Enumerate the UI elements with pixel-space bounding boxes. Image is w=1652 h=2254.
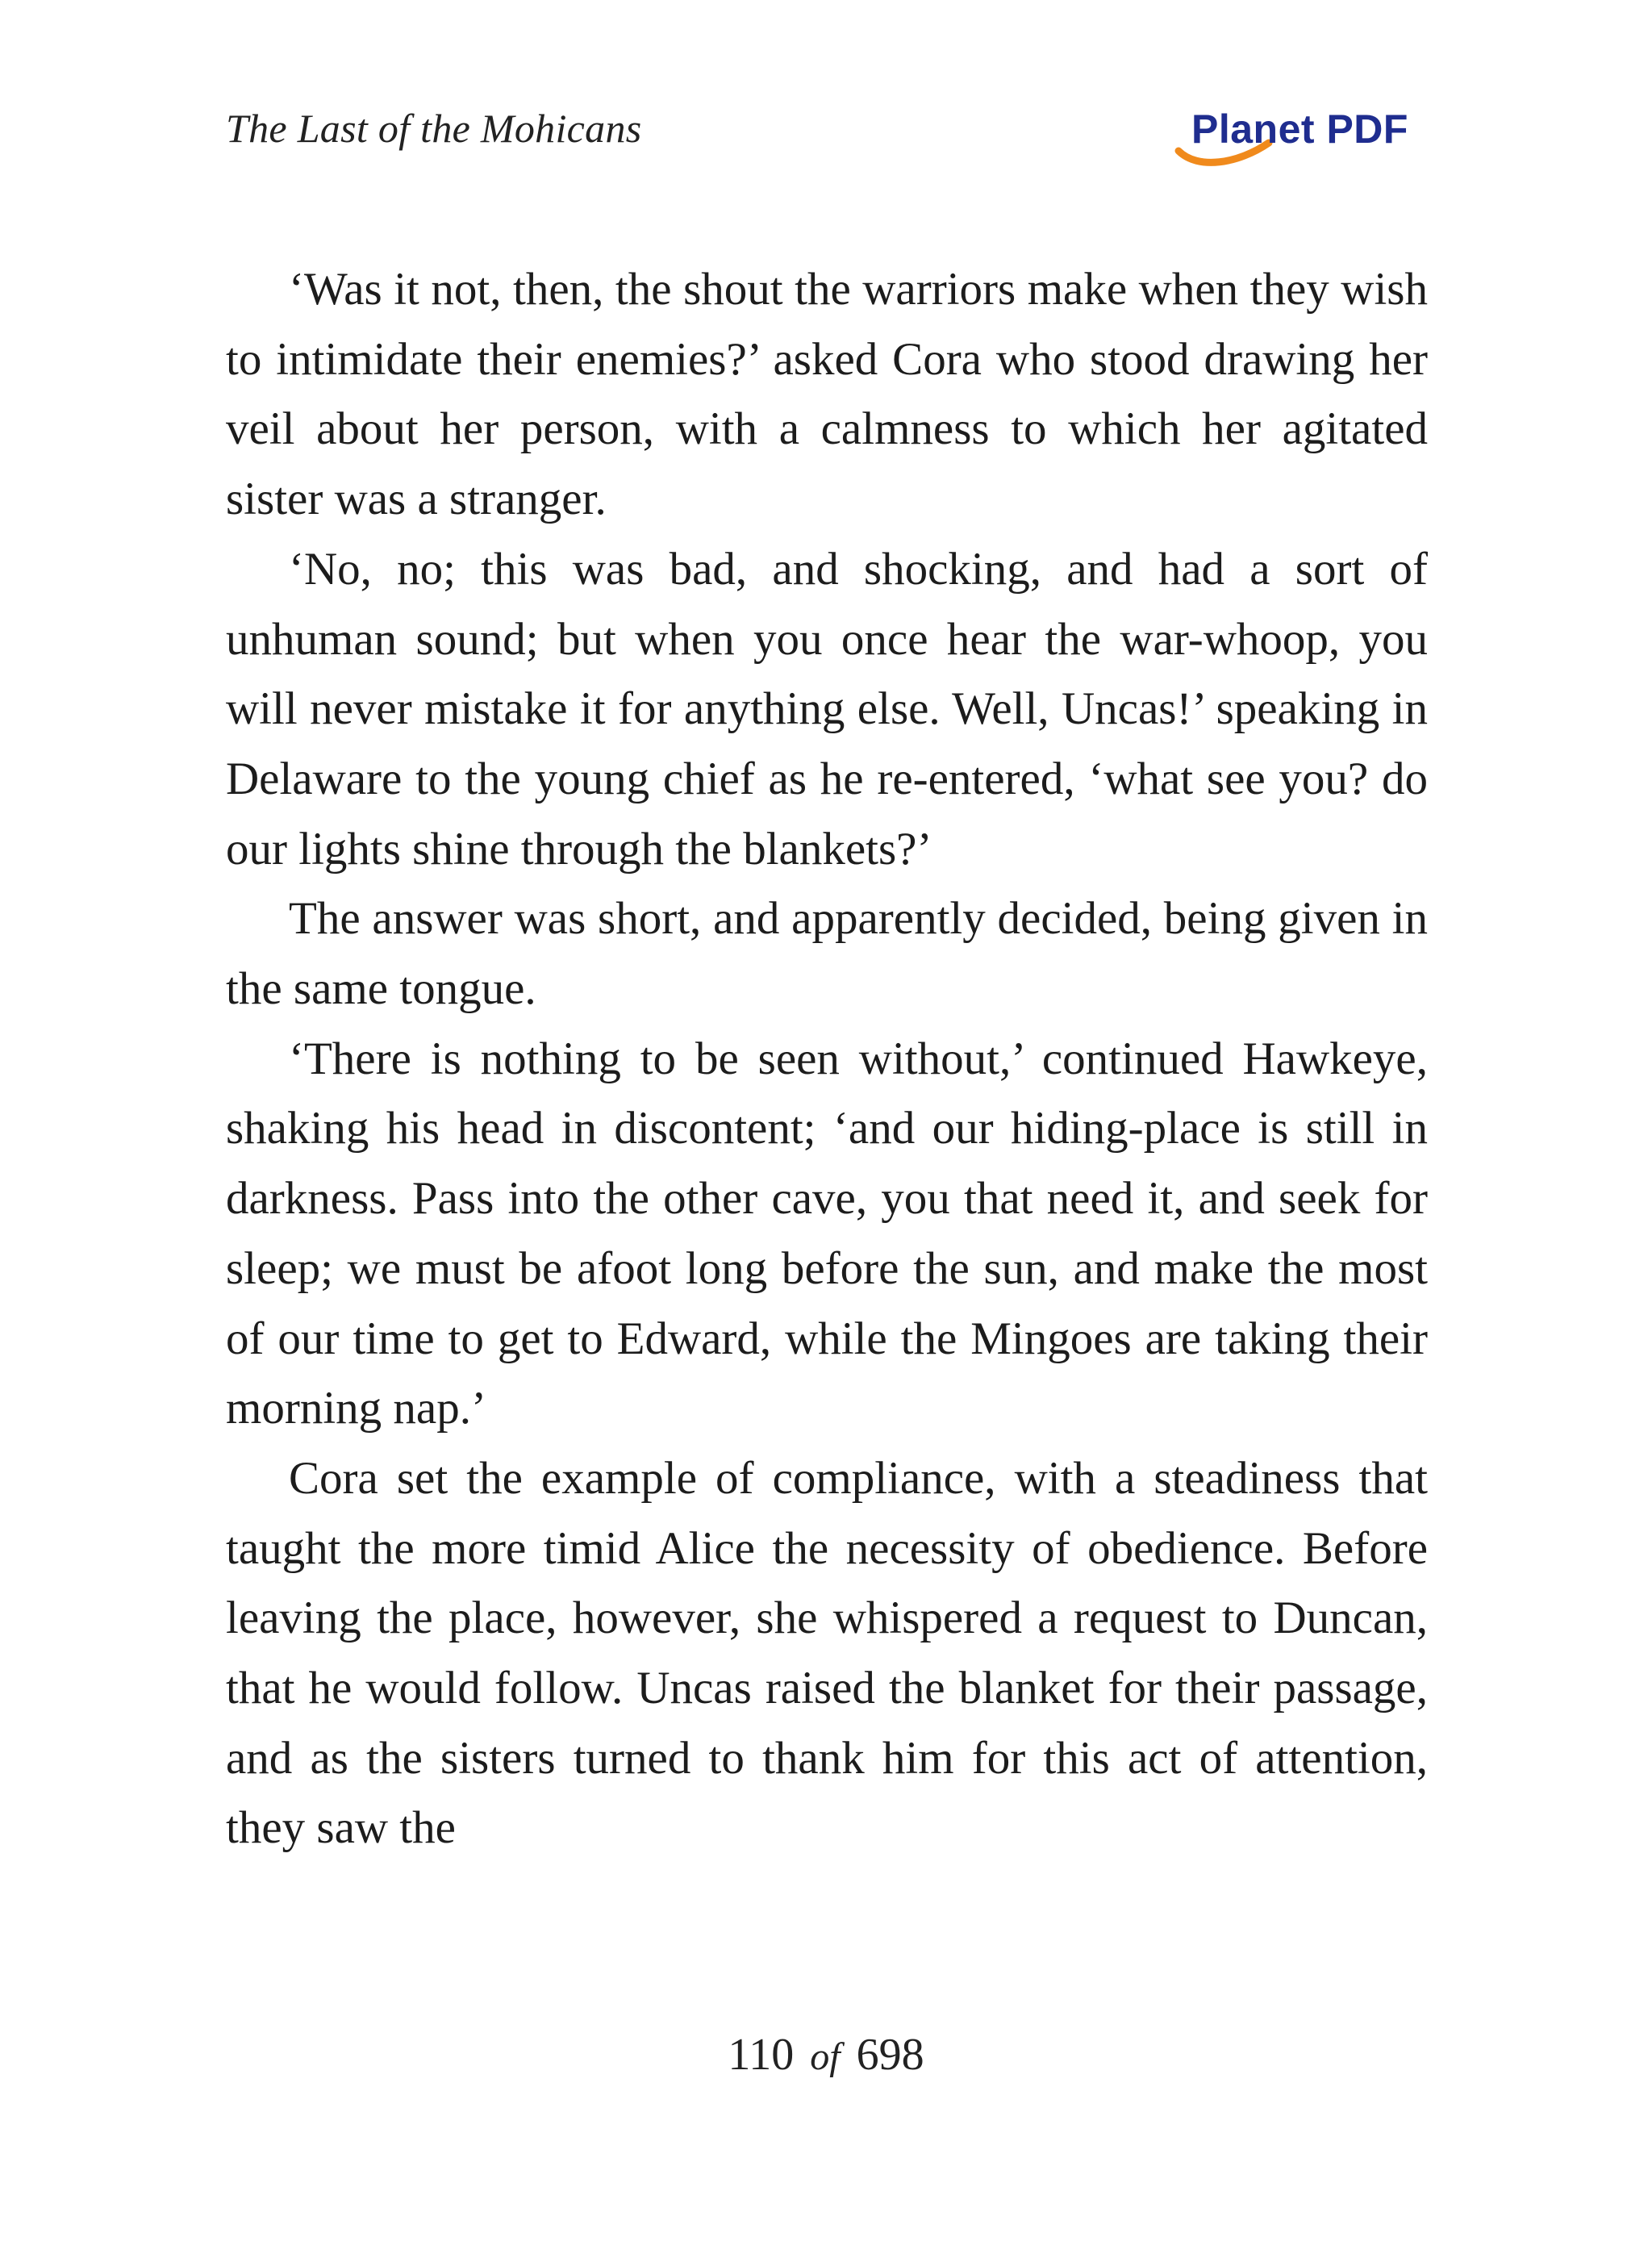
page-number [0, 2029, 1652, 2081]
total-pages: 698 [856, 2030, 924, 2080]
current-page: 110 [728, 2030, 795, 2080]
paragraph: Cora set the example of compliance, with a steadiness that taught the more timid Alice the necessity of obedience. Before leaving the place, however, she whispered a request to Duncan, that he would follow. Uncas raised the blanket for their passage, and as the sisters turned to thank him for this act of attention, they saw the [226, 1452, 1428, 1854]
page-of-label: of [810, 2035, 841, 2078]
planet-pdf-logo[interactable] [1174, 101, 1432, 173]
body-text [226, 255, 1428, 1864]
running-title: The Last of the Mohicans [226, 106, 642, 151]
logo-text: Planet PDF [1191, 106, 1408, 152]
paragraph: ‘Was it not, then, the shout the warriors make when they wish to intimidate their enemies?’ asked Cora who stood drawing her veil about her person, with a calmness to which her agitated sister was a stranger. [226, 264, 1428, 525]
paragraph: The answer was short, and apparently decided, being given in the same tongue. [226, 893, 1428, 1015]
paragraph: ‘There is nothing to be seen without,’ continued Hawkeye, shaking his head in discontent; ‘and our hiding-place is still in darkness. Pass into the other cave, you that need it, and seek for sleep; we must be afoot long before the sun, and make the most of our time to get to Edward, while the Mingoes are taking their morning nap.’ [226, 1033, 1428, 1434]
paragraph: ‘No, no; this was bad, and shocking, and had a sort of unhuman sound; but when you once hear the war-whoop, you will never mistake it for anything else. Well, Uncas!’ speaking in Delaware to the young chief as he re-entered, ‘what see you? do our lights shine through the blankets?’ [226, 543, 1428, 874]
